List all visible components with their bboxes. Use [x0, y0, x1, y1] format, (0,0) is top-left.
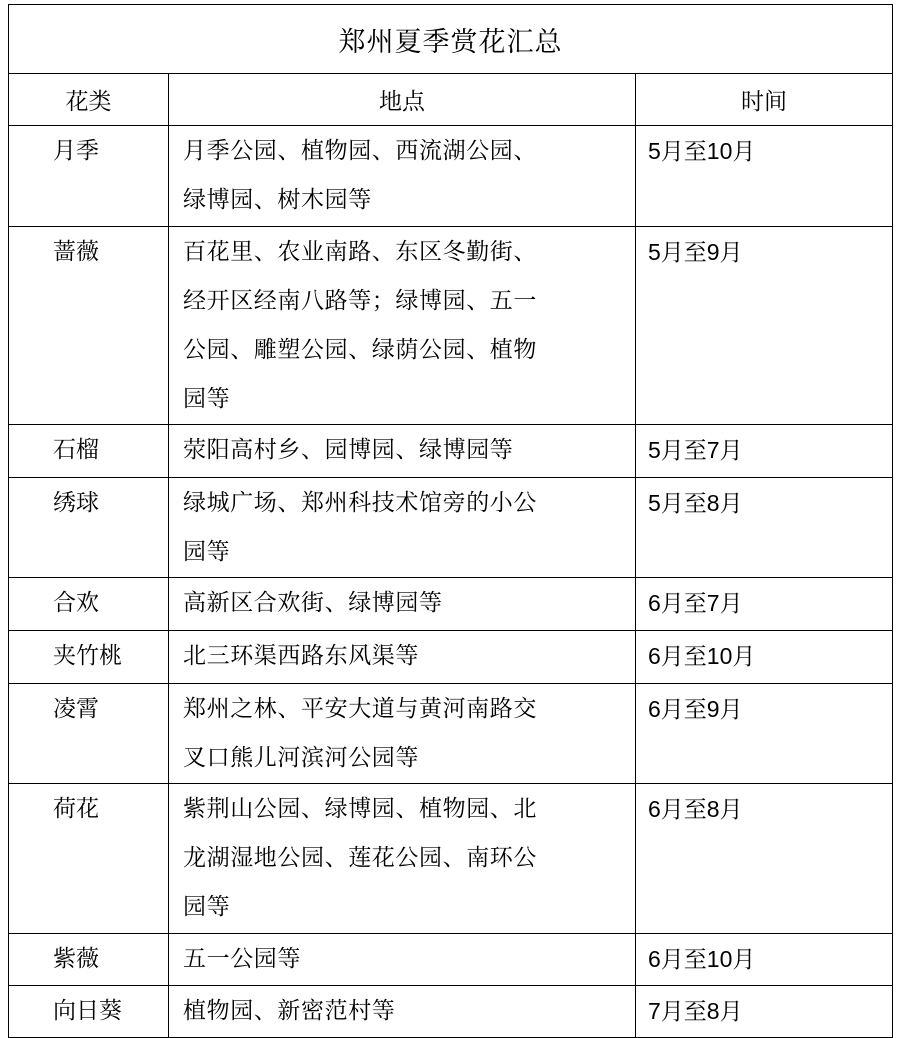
table-row	[9, 478, 893, 578]
location-line: 北三环渠西路东风渠等	[183, 643, 419, 669]
flower-name: 合欢	[9, 578, 169, 631]
table-row	[9, 784, 893, 934]
location-line: 绿博园、树木园等	[183, 187, 372, 213]
flower-summary-table	[8, 4, 893, 1038]
location-line: 园等	[183, 386, 231, 412]
header-flower: 花类	[9, 74, 169, 126]
location-cell	[169, 425, 636, 478]
flower-name: 蔷薇	[9, 227, 169, 425]
header-row	[9, 74, 893, 126]
flower-name: 紫薇	[9, 934, 169, 986]
table-row	[9, 986, 893, 1038]
location-line: 荥阳高村乡、园博园、绿博园等	[183, 437, 514, 463]
location-line: 绿城广场、郑州科技术馆旁的小公	[183, 490, 537, 516]
location-line: 叉口熊儿河滨河公园等	[183, 745, 419, 771]
bloom-time: 5月至9月	[636, 227, 893, 425]
location-line: 郑州之林、平安大道与黄河南路交	[183, 696, 537, 722]
location-cell	[169, 578, 636, 631]
location-line: 公园、雕塑公园、绿荫公园、植物	[183, 337, 537, 363]
flower-name: 石榴	[9, 425, 169, 478]
flower-name: 凌霄	[9, 684, 169, 784]
table-row	[9, 578, 893, 631]
location-line: 百花里、农业南路、东区冬勤街、	[183, 239, 537, 265]
table-row	[9, 227, 893, 425]
location-line: 五一公园等	[183, 946, 301, 972]
location-cell	[169, 227, 636, 425]
location-cell	[169, 684, 636, 784]
location-cell	[169, 478, 636, 578]
location-cell	[169, 784, 636, 934]
bloom-time: 5月至7月	[636, 425, 893, 478]
bloom-time: 5月至8月	[636, 478, 893, 578]
header-location: 地点	[169, 74, 636, 126]
table-row	[9, 631, 893, 684]
table-title: 郑州夏季赏花汇总	[9, 5, 893, 74]
header-time: 时间	[636, 74, 893, 126]
table-row	[9, 934, 893, 986]
flower-summary-sheet	[8, 4, 892, 1030]
bloom-time: 7月至8月	[636, 986, 893, 1038]
location-line: 园等	[183, 539, 231, 565]
location-cell	[169, 631, 636, 684]
location-line: 植物园、新密范村等	[183, 998, 396, 1024]
flower-name: 夹竹桃	[9, 631, 169, 684]
bloom-time: 6月至7月	[636, 578, 893, 631]
bloom-time: 6月至10月	[636, 631, 893, 684]
table-row	[9, 126, 893, 227]
location-line: 经开区经南八路等；绿博园、五一	[183, 288, 537, 314]
table-row	[9, 684, 893, 784]
location-cell	[169, 986, 636, 1038]
location-line: 紫荆山公园、绿博园、植物园、北	[183, 796, 537, 822]
flower-name: 绣球	[9, 478, 169, 578]
location-cell	[169, 126, 636, 227]
location-line: 园等	[183, 894, 231, 920]
title-row	[9, 5, 893, 74]
location-line: 月季公园、植物园、西流湖公园、	[183, 138, 537, 164]
location-cell	[169, 934, 636, 986]
location-line: 龙湖湿地公园、莲花公园、南环公	[183, 845, 537, 871]
table-row	[9, 425, 893, 478]
location-line: 高新区合欢街、绿博园等	[183, 590, 443, 616]
bloom-time: 6月至9月	[636, 684, 893, 784]
flower-name: 月季	[9, 126, 169, 227]
flower-name: 向日葵	[9, 986, 169, 1038]
bloom-time: 6月至10月	[636, 934, 893, 986]
bloom-time: 5月至10月	[636, 126, 893, 227]
flower-name: 荷花	[9, 784, 169, 934]
bloom-time: 6月至8月	[636, 784, 893, 934]
